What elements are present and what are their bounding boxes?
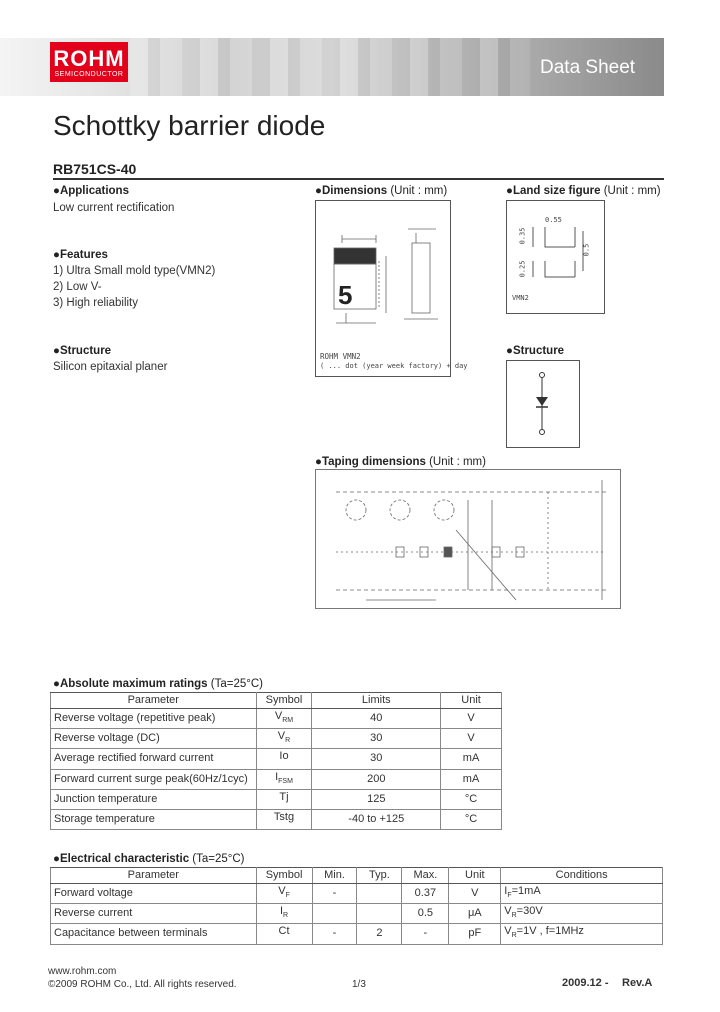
- typ-cell: [357, 904, 402, 924]
- unit-cell: °C: [441, 809, 502, 829]
- limit-cell: 200: [312, 769, 441, 789]
- symbol-cell: Tj: [256, 789, 312, 809]
- taping-heading: ●Taping dimensions (Unit : mm): [315, 456, 486, 468]
- rohm-logo: [50, 42, 128, 82]
- land-size-heading: ●Land size figure (Unit : mm): [506, 185, 661, 197]
- dimensions-figure: [315, 200, 451, 377]
- land-dim-left-bottom: 0.25: [518, 260, 527, 278]
- limit-cell: -40 to +125: [312, 809, 441, 829]
- column-header: Unit: [441, 693, 502, 709]
- table-row: [51, 884, 663, 904]
- feature-item: 2) Low V-: [53, 281, 102, 293]
- dimensions-heading: ●Dimensions (Unit : mm): [315, 185, 448, 197]
- unit-cell: pF: [449, 924, 501, 944]
- structure-heading: ●Structure: [53, 345, 112, 357]
- typ-cell: [357, 884, 402, 904]
- column-header: Parameter: [51, 693, 257, 709]
- param-cell: Junction temperature: [51, 789, 257, 809]
- column-header: Conditions: [501, 868, 663, 884]
- structure-right-heading: ●Structure: [506, 345, 565, 357]
- param-cell: Forward current surge peak(60Hz/1cyc): [51, 769, 257, 789]
- bullet-icon: ●: [506, 185, 513, 197]
- taping-drawing: [316, 470, 620, 608]
- page-number: 1/3: [352, 979, 366, 990]
- header-band-pattern: [130, 38, 530, 96]
- limit-cell: 30: [312, 749, 441, 769]
- min-cell: -: [312, 884, 357, 904]
- max-cell: -: [402, 924, 449, 944]
- min-cell: -: [312, 924, 357, 944]
- param-cell: Reverse current: [51, 904, 257, 924]
- features-heading: ●Features: [53, 249, 108, 261]
- param-cell: Storage temperature: [51, 809, 257, 829]
- max-cell: 0.5: [402, 904, 449, 924]
- symbol-cell: $V_R$: [256, 729, 312, 749]
- symbol-cell: Tstg: [256, 809, 312, 829]
- min-cell: [312, 904, 357, 924]
- unit-cell: μA: [449, 904, 501, 924]
- column-header: Unit: [449, 868, 501, 884]
- diode-symbol-icon: [507, 361, 579, 447]
- unit-cell: V: [449, 884, 501, 904]
- param-cell: Reverse voltage (repetitive peak): [51, 709, 257, 729]
- column-header: Typ.: [357, 868, 402, 884]
- table-row: [51, 924, 663, 944]
- package-caption: ROHM VMN2: [320, 352, 361, 361]
- limit-cell: 40: [312, 709, 441, 729]
- param-cell: Reverse voltage (DC): [51, 729, 257, 749]
- bullet-icon: ●: [315, 456, 322, 468]
- condition-cell: $I_F=1mA$: [501, 884, 663, 904]
- column-header: Symbol: [256, 693, 312, 709]
- footer-date: 2009.12 -: [562, 977, 609, 989]
- table-row: [51, 904, 663, 924]
- table-row: [51, 709, 502, 729]
- logo-text: ROHM: [53, 46, 125, 71]
- symbol-cell: Io: [256, 749, 312, 769]
- column-header: Parameter: [51, 868, 257, 884]
- footer-website[interactable]: www.rohm.com: [48, 966, 117, 977]
- typ-cell: 2: [357, 924, 402, 944]
- symbol-cell: Ct: [256, 924, 312, 944]
- marking-label: 5: [338, 280, 353, 310]
- table-row: [51, 789, 502, 809]
- table-row: [51, 729, 502, 749]
- unit-cell: mA: [441, 769, 502, 789]
- page-title: Schottky barrier diode: [53, 110, 326, 141]
- bullet-icon: ●: [53, 678, 60, 690]
- symbol-cell: $I_R$: [256, 904, 312, 924]
- max-cell: 0.37: [402, 884, 449, 904]
- condition-cell: $V_R=30V$: [501, 904, 663, 924]
- abs-max-heading: ●Absolute maximum ratings (Ta=25°C): [53, 678, 263, 690]
- bullet-icon: ●: [506, 345, 513, 357]
- column-header: Max.: [402, 868, 449, 884]
- symbol-cell: $V_{RM}$: [256, 709, 312, 729]
- param-cell: Forward voltage: [51, 884, 257, 904]
- dimensions-drawing: [316, 201, 450, 376]
- land-dim-right: 0.5: [582, 243, 591, 257]
- table-row: [51, 809, 502, 829]
- bullet-icon: ●: [53, 345, 60, 357]
- land-dim-top: 0.55: [545, 216, 562, 224]
- elec-table: [50, 867, 663, 945]
- marking-note: ( ... dot (year week factory) + day: [320, 362, 468, 370]
- footer-revision: Rev.A: [622, 977, 653, 989]
- table-row: [51, 749, 502, 769]
- doc-type-label: Data Sheet: [540, 57, 636, 78]
- bullet-icon: ●: [53, 249, 60, 261]
- land-dim-left-top: 0.35: [518, 227, 527, 245]
- table-header-row: [51, 868, 663, 884]
- table-header-row: [51, 693, 502, 709]
- title-rule: [53, 178, 664, 180]
- feature-item: 3) High reliability: [53, 297, 139, 309]
- column-header: Limits: [312, 693, 441, 709]
- symbol-cell: $I_{FSM}$: [256, 769, 312, 789]
- footer-copyright: ©2009 ROHM Co., Ltd. All rights reserved.: [48, 979, 237, 990]
- limit-cell: 30: [312, 729, 441, 749]
- condition-cell: $V_R=1V$ , f=1MHz: [501, 924, 663, 944]
- bullet-icon: ●: [53, 185, 60, 197]
- elec-heading: ●Electrical characteristic (Ta=25°C): [53, 853, 245, 865]
- column-header: Min.: [312, 868, 357, 884]
- applications-heading: ●Applications: [53, 185, 129, 197]
- column-header: Symbol: [256, 868, 312, 884]
- part-number: RB751CS-40: [53, 161, 137, 177]
- unit-cell: mA: [441, 749, 502, 769]
- bullet-icon: ●: [53, 853, 60, 865]
- param-cell: Average rectified forward current: [51, 749, 257, 769]
- structure-figure: [506, 360, 580, 448]
- abs-max-table: [50, 692, 502, 830]
- unit-cell: °C: [441, 789, 502, 809]
- structure-text: Silicon epitaxial planer: [53, 361, 168, 373]
- param-cell: Capacitance between terminals: [51, 924, 257, 944]
- unit-cell: V: [441, 709, 502, 729]
- symbol-cell: $V_F$: [256, 884, 312, 904]
- logo-subtext: SEMICONDUCTOR: [54, 71, 124, 78]
- taping-figure: [315, 469, 621, 609]
- applications-text: Low current rectification: [53, 202, 175, 214]
- feature-item: 1) Ultra Small mold type(VMN2): [53, 265, 216, 277]
- land-package-label: VMN2: [512, 294, 529, 302]
- bullet-icon: ●: [315, 185, 322, 197]
- limit-cell: 125: [312, 789, 441, 809]
- table-row: [51, 769, 502, 789]
- unit-cell: V: [441, 729, 502, 749]
